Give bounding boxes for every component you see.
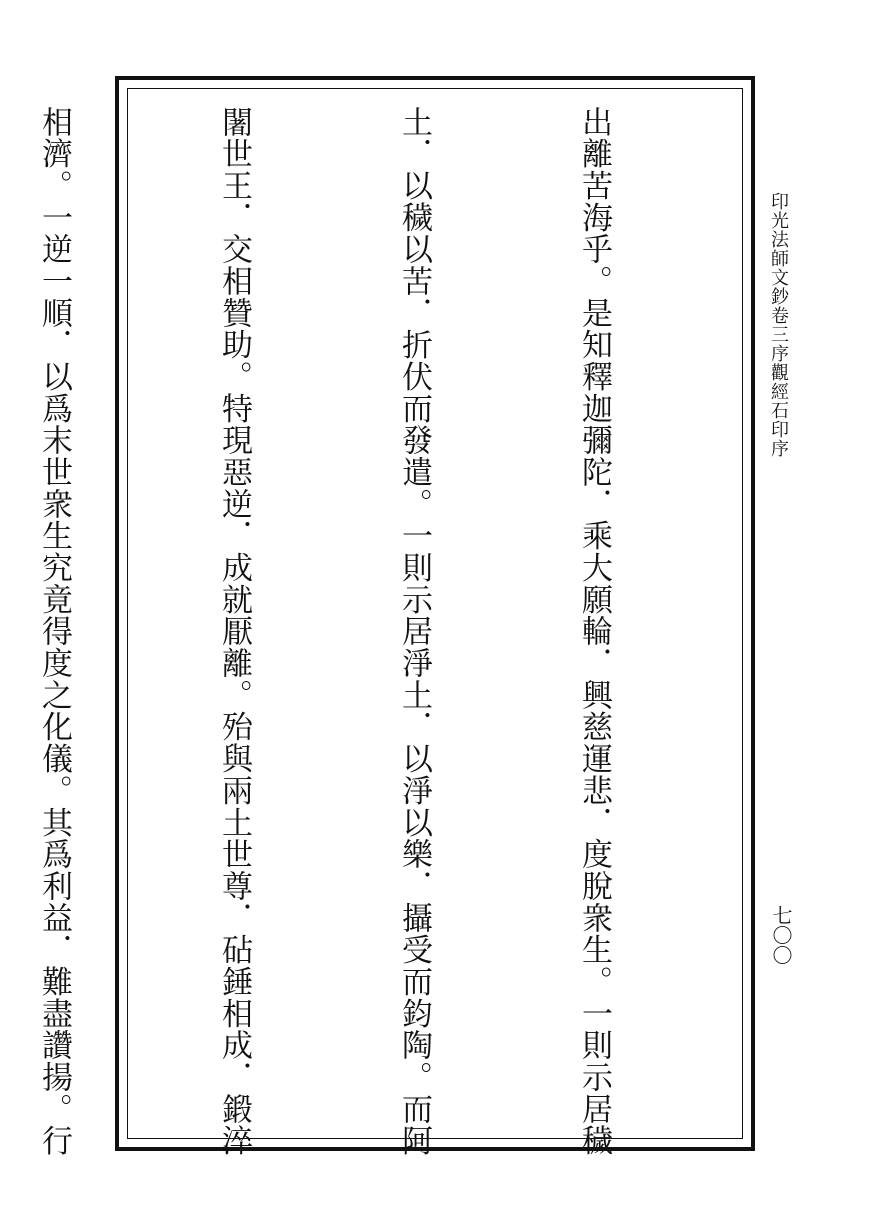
page-number: 七〇〇	[769, 905, 793, 965]
text-column: 相濟。一逆一順．以爲末世衆生究竟得度之化儀。其爲利益．難盡讚揚。行	[36, 106, 72, 1157]
running-header	[765, 192, 791, 458]
page-border-outer	[36, 76, 755, 1157]
section-label: 序	[768, 344, 789, 363]
text-column: 土．以穢以苦．折伏而發遣。一則示居淨土．以淨以樂．攝受而鈞陶。而阿	[396, 106, 432, 1157]
text-column: 闍世王．交相贊助。特現惡逆．成就厭離。殆與兩土世尊．砧錘相成．鍛淬	[216, 106, 252, 1157]
book-title: 印光法師文鈔卷三	[768, 192, 789, 344]
body-text	[36, 106, 744, 1157]
article-title: 觀經石印序	[768, 363, 789, 458]
page-border-inner	[36, 88, 743, 1157]
text-column: 出離苦海乎。是知釋迦彌陀．乘大願輪．興慈運悲．度脫衆生。一則示居穢	[576, 106, 612, 1157]
